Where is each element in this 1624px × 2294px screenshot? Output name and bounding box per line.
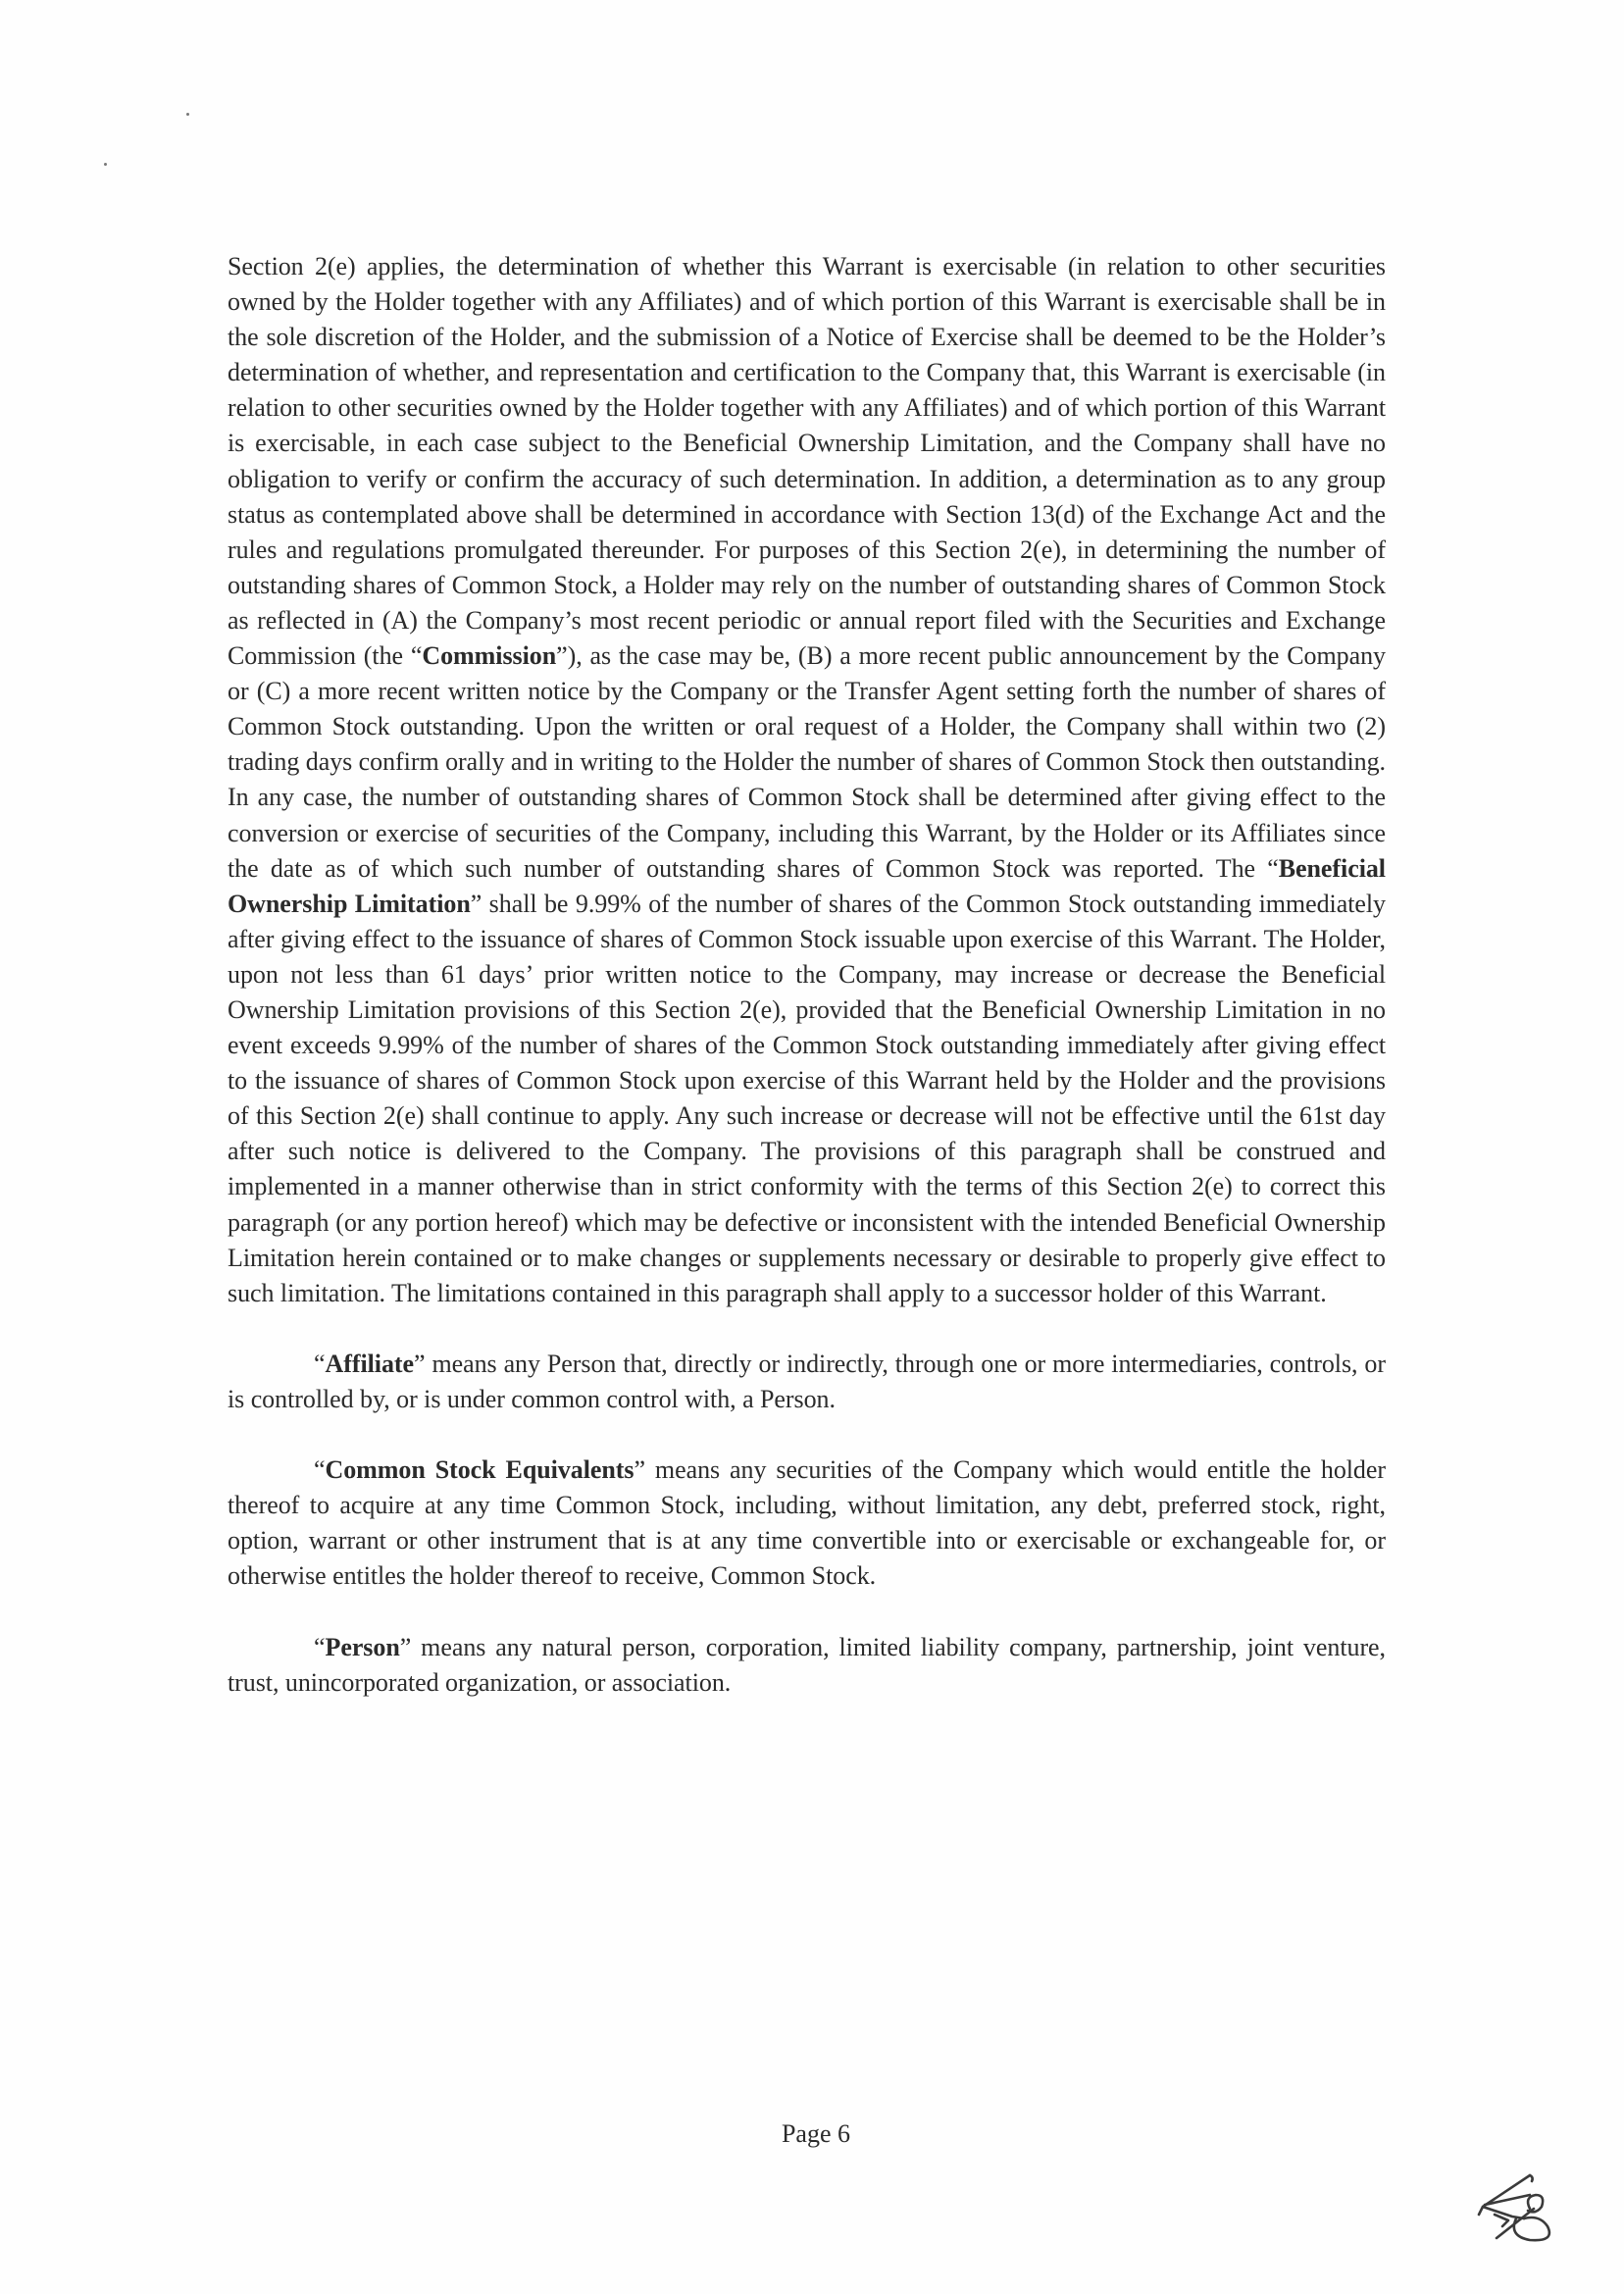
- paragraph-definition-affiliate: [228, 1347, 1386, 1417]
- defined-term-commission: Commission: [422, 641, 557, 671]
- paragraph-definition-person: [228, 1630, 1386, 1701]
- scan-speck: [186, 113, 189, 116]
- defined-term-beneficial-ownership-limitation: Beneficial Ownership Limitation: [228, 853, 1386, 918]
- open-quote: “: [314, 1349, 326, 1378]
- handwritten-initials-icon: [1473, 2169, 1563, 2246]
- scan-speck: [104, 163, 107, 166]
- text-run: ”), as the case may be, (B) a more recent public announcement by the Company or (C) a more recent written notice by the Company or the Transfer Agent setting forth the number of shares of Common Stock outstanding. Upon the written or oral request of a Holder, the Company shall within two (2) trading days confirm orally and in writing to the Holder the number of shares of Common Stock then outstanding. In any case, the number of outstanding shares of Common Stock shall be determined after giving effect to the conversion or exercise of securities of the Company, including this Warrant, by the Holder or its Affiliates since the date as of which such number of outstanding shares of Common Stock was reported. The “: [228, 641, 1387, 883]
- definition-text: ” means any Person that, directly or indirectly, through one or more intermediaries, controls, or is controlled by, or is under common control with, a Person.: [228, 1349, 1386, 1413]
- paragraph-section-2e-continuation: [228, 249, 1386, 1311]
- definition-text: ” means any securities of the Company which would entitle the holder thereof to acquire at any time Common Stock, including, without limitation, any debt, preferred stock, right, option, warrant or other instrument that is at any time convertible into or exercisable or exchangeable for, or otherwise entitles the holder thereof to receive, Common Stock.: [228, 1455, 1386, 1591]
- open-quote: “: [314, 1455, 326, 1485]
- open-quote: “: [314, 1632, 326, 1661]
- text-run: ” shall be 9.99% of the number of shares of the Common Stock outstanding immediately after giving effect to the issuance of shares of Common Stock issuable upon exercise of this Warrant. The Holder, upon not less than 61 days’ prior written notice to the Company, may increase or decrease the Beneficial Ownership Limitation provisions of this Section 2(e), provided that the Beneficial Ownership Limitation in no event exceeds 9.99% of the number of shares of the Common Stock outstanding immediately after giving effect to the issuance of shares of Common Stock upon exercise of this Warrant held by the Holder and the provisions of this Section 2(e) shall continue to apply. Any such increase or decrease will not be effective until the 61st day after such notice is delivered to the Company. The provisions of this paragraph shall be construed and implemented in a manner otherwise than in strict conformity with the terms of this Section 2(e) to correct this paragraph (or any portion hereof) which may be defective or inconsistent with the intended Beneficial Ownership Limitation herein contained or to make changes or supplements necessary or desirable to properly give effect to such limitation. The limitations contained in this paragraph shall apply to a successor holder of this Warrant.: [228, 889, 1386, 1307]
- text-run: Section 2(e) applies, the determination of whether this Warrant is exercisable (in relation to other securities owned by the Holder together with any Affiliates) and of which portion of this Warrant is exercisable shall be in the sole discretion of the Holder, and the submission of a Notice of Exercise shall be deemed to be the Holder’s determination of whether, and representation and certification to the Company that, this Warrant is exercisable (in relation to other securities owned by the Holder together with any Affiliates) and of which portion of this Warrant is exercisable, in each case subject to the Beneficial Ownership Limitation, and the Company shall have no obligation to verify or confirm the accuracy of such determination. In addition, a determination as to any group status as contemplated above shall be determined in accordance with Section 13(d) of the Exchange Act and the rules and regulations promulgated thereunder. For purposes of this Section 2(e), in determining the number of outstanding shares of Common Stock, a Holder may rely on the number of outstanding shares of Common Stock as reflected in (A) the Company’s most recent periodic or annual report filed with the Securities and Exchange Commission (the “: [228, 252, 1386, 671]
- defined-term-person: Person: [325, 1632, 400, 1661]
- defined-term-common-stock-equivalents: Common Stock Equivalents: [325, 1455, 634, 1485]
- defined-term-affiliate: Affiliate: [325, 1349, 415, 1378]
- paragraph-definition-common-stock-equivalents: [228, 1453, 1386, 1594]
- page-footer: [0, 2118, 1624, 2150]
- definition-text: ” means any natural person, corporation, limited liability company, partnership, joint venture, trust, unincorporated organization, or association.: [228, 1632, 1386, 1697]
- document-body: [228, 249, 1386, 1736]
- page-number: Page 6: [781, 2119, 851, 2148]
